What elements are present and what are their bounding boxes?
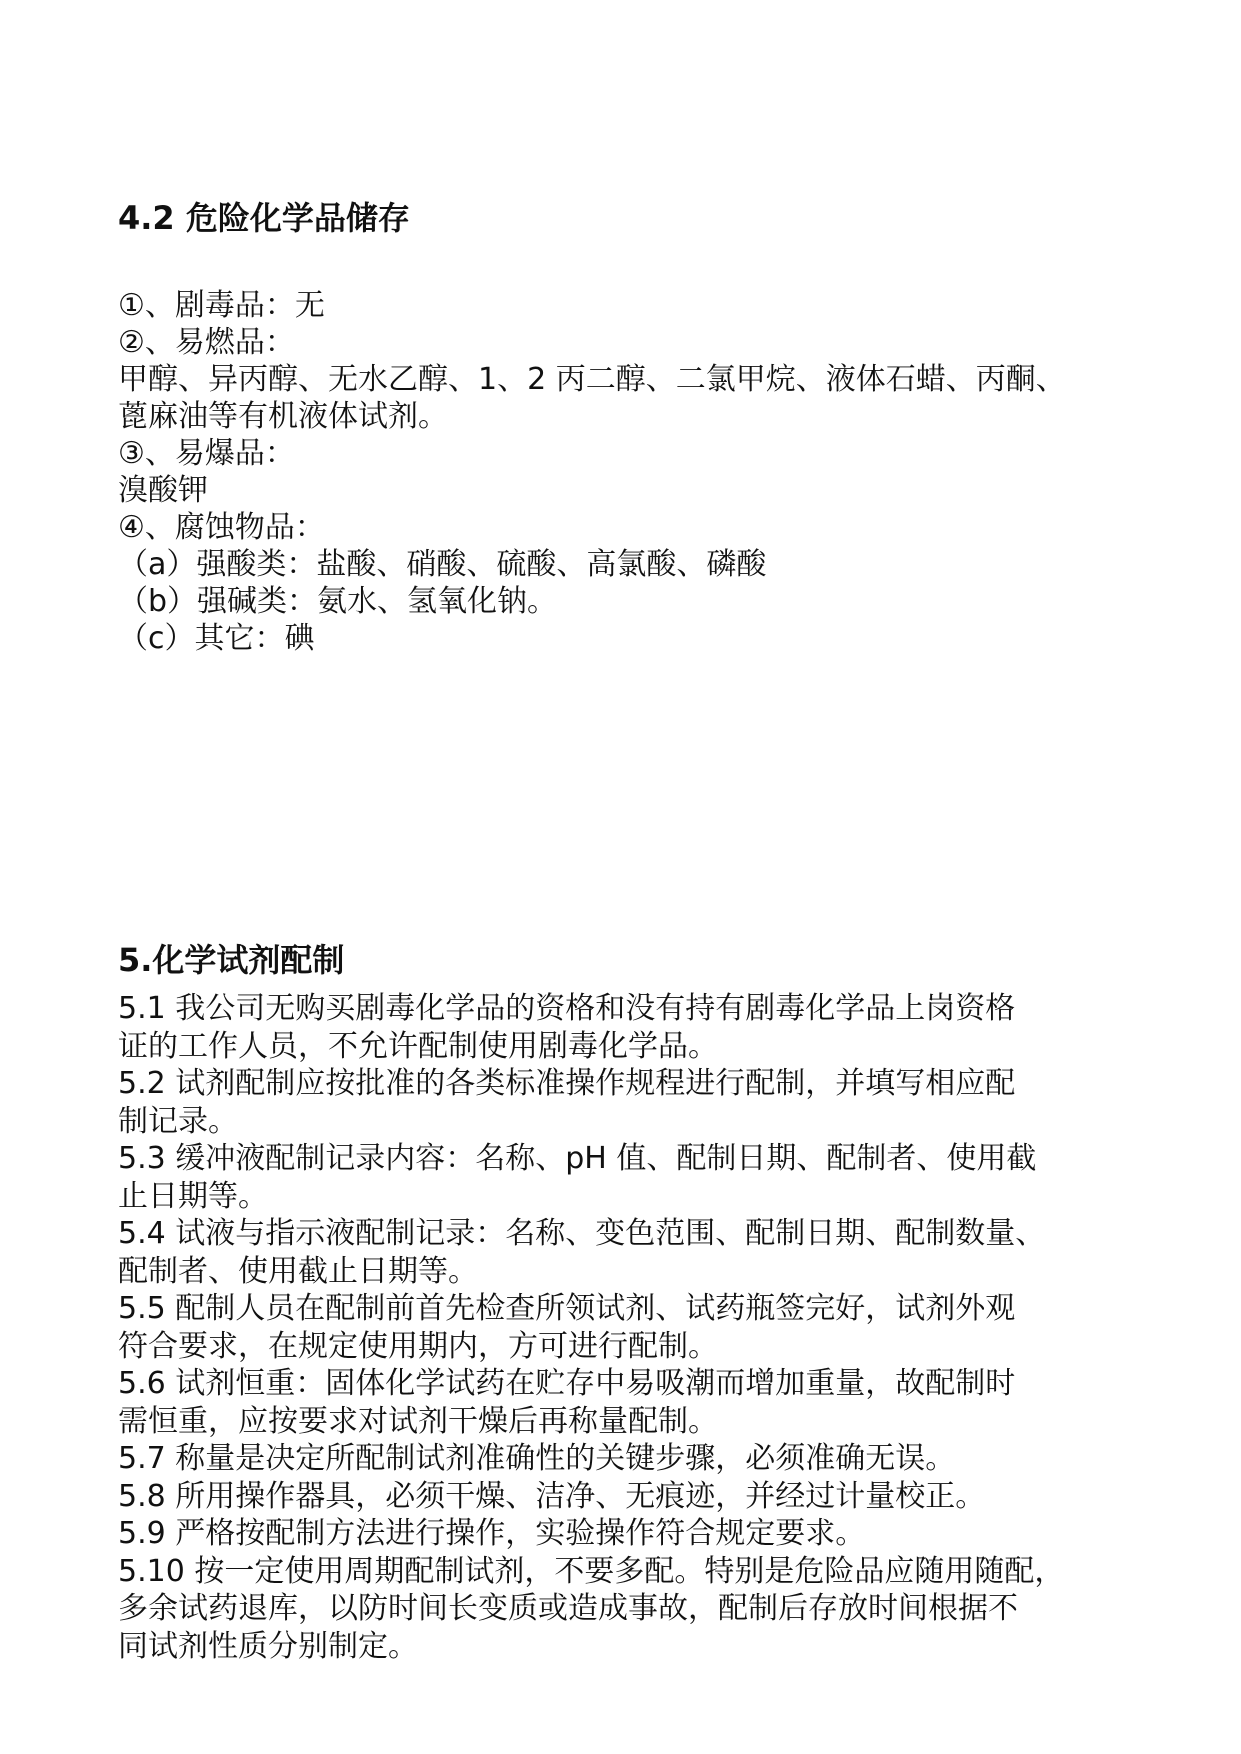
text-line: 5.3 缓冲液配制记录内容：名称、pH 值、配制日期、配制者、使用截 xyxy=(118,1141,1037,1176)
text-line: 5.2 试剂配制应按批准的各类标准操作规程进行配制，并填写相应配 xyxy=(118,1066,1016,1101)
text-line: （b）强碱类：氨水、氢氧化钠。 xyxy=(118,584,558,619)
section-heading-4-2: 4.2 危险化学品储存 xyxy=(118,199,410,237)
text-line: （a）强酸类：盐酸、硝酸、硫酸、高氯酸、磷酸 xyxy=(118,547,767,582)
text-line: 符合要求，在规定使用期内，方可进行配制。 xyxy=(118,1328,718,1364)
text-line: ①、剧毒品：无 xyxy=(118,288,325,323)
section-5-body xyxy=(118,990,1128,1665)
section-heading-5: 5.化学试剂配制 xyxy=(118,941,345,979)
text-line: 需恒重，应按要求对试剂干燥后再称量配制。 xyxy=(118,1403,718,1439)
text-line: （c）其它：碘 xyxy=(118,621,315,656)
text-line: ③、易爆品： xyxy=(118,436,295,471)
text-line: 5.4 试液与指示液配制记录：名称、变色范围、配制日期、配制数量、 xyxy=(118,1216,1046,1251)
text-line: 5.5 配制人员在配制前首先检查所领试剂、试药瓶签完好，试剂外观 xyxy=(118,1291,1016,1326)
text-line: 甲醇、异丙醇、无水乙醇、1、2 丙二醇、二氯甲烷、液体石蜡、丙酮、 xyxy=(118,362,1066,397)
text-line: 5.8 所用操作器具，必须干燥、洁净、无痕迹，并经过计量校正。 xyxy=(118,1478,986,1514)
text-line: 证的工作人员，不允许配制使用剧毒化学品。 xyxy=(118,1028,718,1064)
text-line: 止日期等。 xyxy=(118,1178,268,1214)
text-line: 制记录。 xyxy=(118,1103,238,1139)
text-line: ②、易燃品： xyxy=(118,325,295,360)
text-line: 溴酸钾 xyxy=(118,473,208,508)
text-line: 配制者、使用截止日期等。 xyxy=(118,1253,478,1289)
text-line: 5.9 严格按配制方法进行操作，实验操作符合规定要求。 xyxy=(118,1516,866,1551)
text-line: 蓖麻油等有机液体试剂。 xyxy=(118,399,448,434)
text-line: 5.10 按一定使用周期配制试剂，不要多配。特别是危险品应随用随配， xyxy=(118,1553,1065,1589)
text-line: 5.7 称量是决定所配制试剂准确性的关键步骤，必须准确无误。 xyxy=(118,1441,956,1476)
text-line: 同试剂性质分别制定。 xyxy=(118,1628,418,1664)
text-line: ④、腐蚀物品： xyxy=(118,510,325,545)
section-4-2-body xyxy=(118,287,1128,657)
text-line: 5.6 试剂恒重：固体化学试药在贮存中易吸潮而增加重量，故配制时 xyxy=(118,1366,1016,1401)
text-line: 5.1 我公司无购买剧毒化学品的资格和没有持有剧毒化学品上岗资格 xyxy=(118,991,1016,1026)
text-line: 多余试药退库，以防时间长变质或造成事故，配制后存放时间根据不 xyxy=(118,1591,1018,1626)
